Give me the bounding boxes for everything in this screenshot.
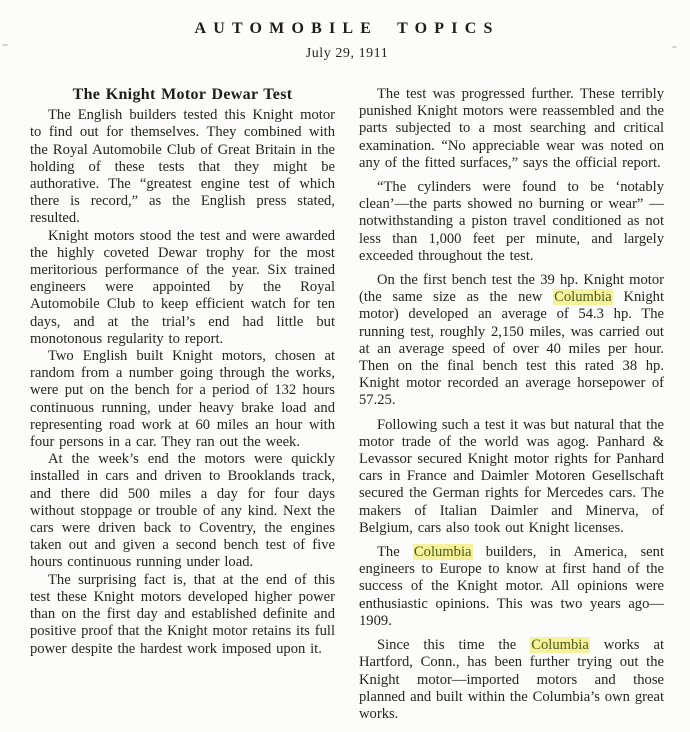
text-run: Knight motor) developed an average of 54.3 hp. The running test, roughly 2,150 miles, was carried out at an average speed of over 40 miles per hour. Then on the final bench test this rated 38 hp. Knight motor recorded an average horsepower of 57.25.	[359, 289, 665, 409]
paragraph	[359, 179, 664, 265]
text-run: builders, in America, sent engineers to Europe to know at first hand of the success of the Knight motor. All opinions were enthusiastic opinions. This was two years ago—1909.	[359, 544, 664, 629]
scan-artifact	[2, 44, 8, 46]
left-column	[30, 86, 335, 723]
paragraph	[359, 272, 664, 410]
paragraph	[30, 107, 335, 227]
text-run: At the week’s end the motors were quickly installed in cars and driven to Brooklands track, and there did 500 miles a day for four days without stoppage or trouble of any kind. Next the cars were driven back to Coventry, the engines taken out and given a second bench test of five hours continuous running under load.	[30, 451, 335, 571]
text-run: works at Hartford, Conn., has been further trying out the Knight motor—imported motors and those planned and built within the Columbia’s own great works.	[359, 637, 664, 722]
highlighted-text: Columbia	[554, 289, 612, 306]
right-column	[359, 86, 664, 723]
highlighted-text: Columbia	[531, 637, 589, 654]
text-run: Following such a test it was but natural that the motor trade of the world was agog. Panhard & Levassor secured Knight motor rights for Panhard cars in France and Daimler Motoren Gesellschaft secured the German rights for Mercedes cars. The makers of Italian Daimler and Minerva, of Belgium, cars also took out Knight licenses.	[359, 416, 664, 536]
paragraph	[359, 544, 664, 630]
paragraph	[30, 228, 335, 348]
text-run: The English builders tested this Knight motor to find out for themselves. They combined with the Royal Automobile Club of Great Britain in the holding of these tests that they might be authorative. The “greatest engine test of which there is record,” as the English press stated, resulted.	[30, 107, 335, 227]
scan-artifact	[672, 46, 677, 48]
article-title: The Knight Motor Dewar Test	[72, 86, 293, 103]
text-run: The surprising fact is, that at the end of this test these Knight motors developed higher power than on the first day and established definite and positive proof that the Knight motor retains its full power despite the hardest work imposed upon it.	[30, 571, 335, 657]
text-run: Two English built Knight motors, chosen at random from a number going through the works, were put on the bench for a period of 132 hours continuous running, under heavy brake load and representing road work at 60 miles an hour with four persons in a car. They ran out the week.	[30, 348, 335, 451]
text-run: “The cylinders were found to be ‘notably clean’—the parts showed no burning or wear” —notwithstanding a piston travel conditioned as not less than 1,000 feet per minute, and largely exceeded throughout the test.	[359, 179, 664, 264]
paragraph	[30, 348, 335, 451]
publication-masthead: AUTOMOBILE TOPICS	[194, 20, 500, 37]
text-run: The	[377, 544, 413, 561]
text-run: Knight motors stood the test and were awarded the highly coveted Dewar trophy for the most meritorious performance of the year. Six trained engineers were appointed by the Royal Automobile Club to keep efficient watch for ten days, and at the trial’s end had little but monotonous regularity to report.	[30, 227, 335, 347]
text-run: On the first bench test the 39 hp. Knight motor (the same size as the new	[359, 272, 664, 306]
paragraph	[359, 637, 664, 723]
right-column-body	[359, 86, 664, 723]
paragraph	[30, 572, 335, 658]
issue-date: July 29, 1911	[305, 46, 389, 61]
highlighted-text: Columbia	[413, 544, 472, 561]
article-columns	[30, 86, 664, 723]
paragraph	[359, 86, 664, 172]
paragraph	[359, 417, 664, 537]
text-run: The test was progressed further. These terribly punished Knight motors were reassembled and the parts subjected to a most searching and critical examination. “No appreciable wear was noted on any of the fitted surfaces,” says the official report.	[359, 86, 664, 171]
text-run: Since this time the	[377, 637, 531, 654]
left-column-body	[30, 107, 335, 658]
paragraph	[30, 451, 335, 571]
